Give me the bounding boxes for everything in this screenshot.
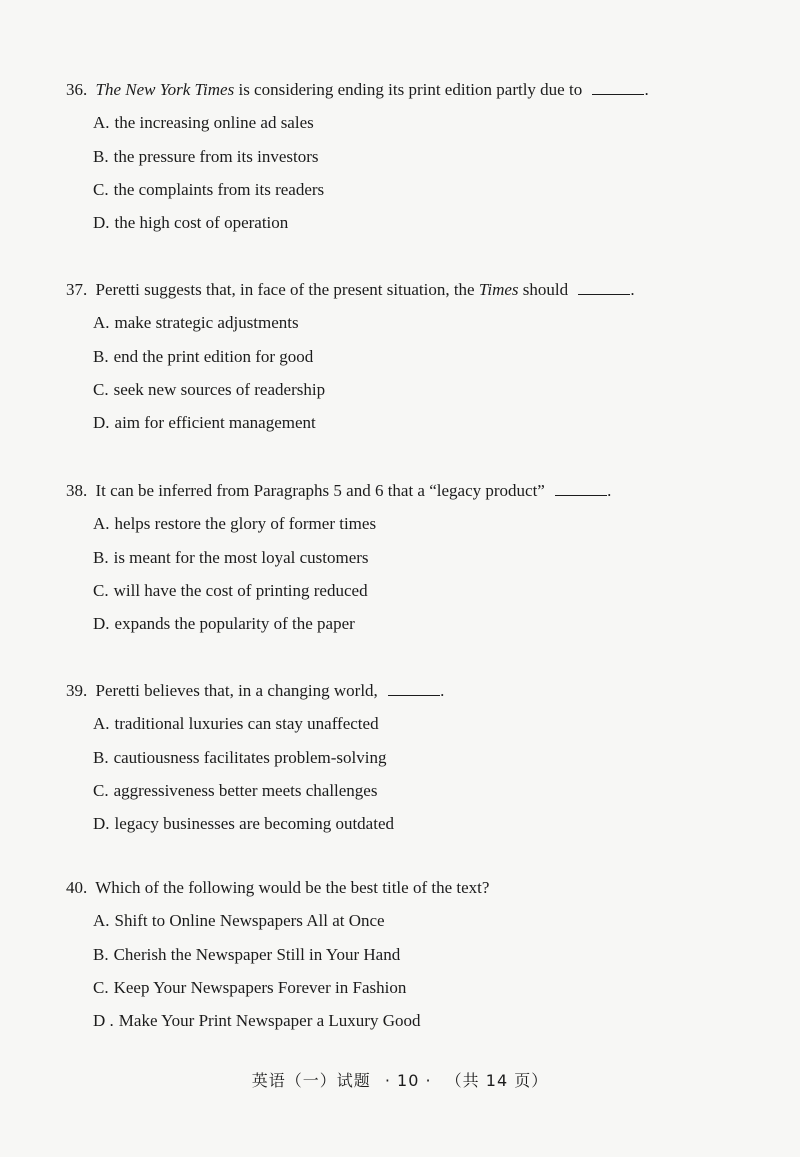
option-letter: C. (93, 379, 109, 399)
option-text: Shift to Online Newspapers All at Once (114, 911, 385, 931)
option-text: Make Your Print Newspaper a Luxury Good (118, 1011, 421, 1031)
option-d[interactable] (66, 212, 756, 234)
option-letter: B. (93, 747, 109, 767)
answer-blank (555, 481, 607, 496)
question-stem (66, 79, 756, 101)
option-d[interactable] (66, 412, 756, 434)
stem-text-pre: Peretti suggests that, in face of the present situation, the (95, 280, 475, 299)
option-letter: C. (93, 977, 109, 997)
stem-text: Which of the following would be the best title of the text? (95, 878, 490, 897)
stem-period: . (630, 280, 635, 299)
answer-blank (578, 280, 630, 295)
option-text: the complaints from its readers (113, 179, 325, 199)
stem-period: . (607, 481, 612, 500)
option-text: traditional luxuries can stay unaffected (114, 714, 379, 734)
question-stem (66, 877, 756, 899)
option-text: aim for efficient management (114, 413, 316, 433)
stem-text: is considering ending its print edition partly due to (238, 80, 583, 99)
option-letter: D. (93, 213, 110, 233)
option-text: expands the popularity of the paper (114, 614, 355, 634)
page-footer (0, 1071, 800, 1091)
stem-period: . (440, 681, 445, 700)
question-39 (66, 680, 756, 835)
question-stem (66, 279, 756, 301)
question-40 (66, 877, 756, 1032)
option-letter: D. (93, 814, 110, 834)
footer-subject: 英语（一）试题 (251, 1071, 371, 1090)
option-letter: A. (93, 514, 110, 534)
option-letter: A. (93, 113, 110, 133)
option-text: legacy businesses are becoming outdated (114, 814, 394, 834)
option-list (66, 713, 756, 835)
question-number: 38. (66, 481, 88, 500)
option-letter: C. (93, 580, 109, 600)
question-stem (66, 680, 756, 702)
option-text: is meant for the most loyal customers (113, 547, 369, 567)
option-letter: D. (93, 413, 110, 433)
option-a[interactable] (66, 513, 756, 535)
option-letter: B. (93, 346, 109, 366)
option-d[interactable] (66, 613, 756, 635)
question-37 (66, 279, 756, 434)
question-number: 37. (66, 280, 88, 299)
option-b[interactable] (66, 944, 756, 966)
answer-blank (388, 681, 440, 696)
option-a[interactable] (66, 112, 756, 134)
option-a[interactable] (66, 312, 756, 334)
publication-title: The New York Times (95, 80, 235, 99)
option-letter: C. (93, 780, 109, 800)
option-text: cautiousness facilitates problem-solving (113, 747, 387, 767)
stem-period: . (644, 80, 649, 99)
option-text: seek new sources of readership (113, 379, 326, 399)
question-number: 36. (66, 80, 88, 99)
option-text: helps restore the glory of former times (114, 514, 377, 534)
stem-text: Peretti believes that, in a changing world, (95, 681, 378, 700)
option-letter: A. (93, 911, 110, 931)
option-letter: B. (93, 146, 109, 166)
footer-page-number: · 10 · (384, 1071, 432, 1090)
option-c[interactable] (66, 780, 756, 802)
answer-blank (592, 80, 644, 95)
option-text: Cherish the Newspaper Still in Your Hand (113, 944, 401, 964)
question-stem (66, 480, 756, 502)
option-list (66, 910, 756, 1032)
option-text: make strategic adjustments (114, 313, 299, 333)
option-letter: D . (93, 1011, 114, 1031)
option-text: the pressure from its investors (113, 146, 319, 166)
option-text: aggressiveness better meets challenges (113, 780, 378, 800)
question-38 (66, 480, 756, 635)
option-c[interactable] (66, 977, 756, 999)
option-b[interactable] (66, 547, 756, 569)
option-text: will have the cost of printing reduced (113, 580, 368, 600)
option-letter: B. (93, 547, 109, 567)
option-text: end the print edition for good (113, 346, 314, 366)
option-c[interactable] (66, 179, 756, 201)
stem-text: should (522, 280, 569, 299)
option-a[interactable] (66, 713, 756, 735)
option-b[interactable] (66, 346, 756, 368)
question-number: 40. (66, 878, 88, 897)
option-a[interactable] (66, 910, 756, 932)
option-letter: A. (93, 714, 110, 734)
publication-title: Times (478, 280, 519, 299)
question-36 (66, 79, 756, 234)
option-b[interactable] (66, 146, 756, 168)
option-text: the high cost of operation (114, 213, 289, 233)
option-d[interactable] (66, 813, 756, 835)
footer-total-pages: （共 14 页） (445, 1071, 549, 1090)
option-c[interactable] (66, 379, 756, 401)
option-letter: B. (93, 944, 109, 964)
option-d[interactable] (66, 1010, 756, 1032)
stem-text: It can be inferred from Paragraphs 5 and 6 that a “legacy product” (95, 481, 545, 500)
question-number: 39. (66, 681, 88, 700)
option-letter: A. (93, 313, 110, 333)
option-c[interactable] (66, 580, 756, 602)
option-list (66, 513, 756, 635)
option-text: the increasing online ad sales (114, 113, 314, 133)
option-b[interactable] (66, 747, 756, 769)
option-text: Keep Your Newspapers Forever in Fashion (113, 977, 407, 997)
option-letter: C. (93, 179, 109, 199)
option-list (66, 112, 756, 234)
option-list (66, 312, 756, 434)
option-letter: D. (93, 614, 110, 634)
